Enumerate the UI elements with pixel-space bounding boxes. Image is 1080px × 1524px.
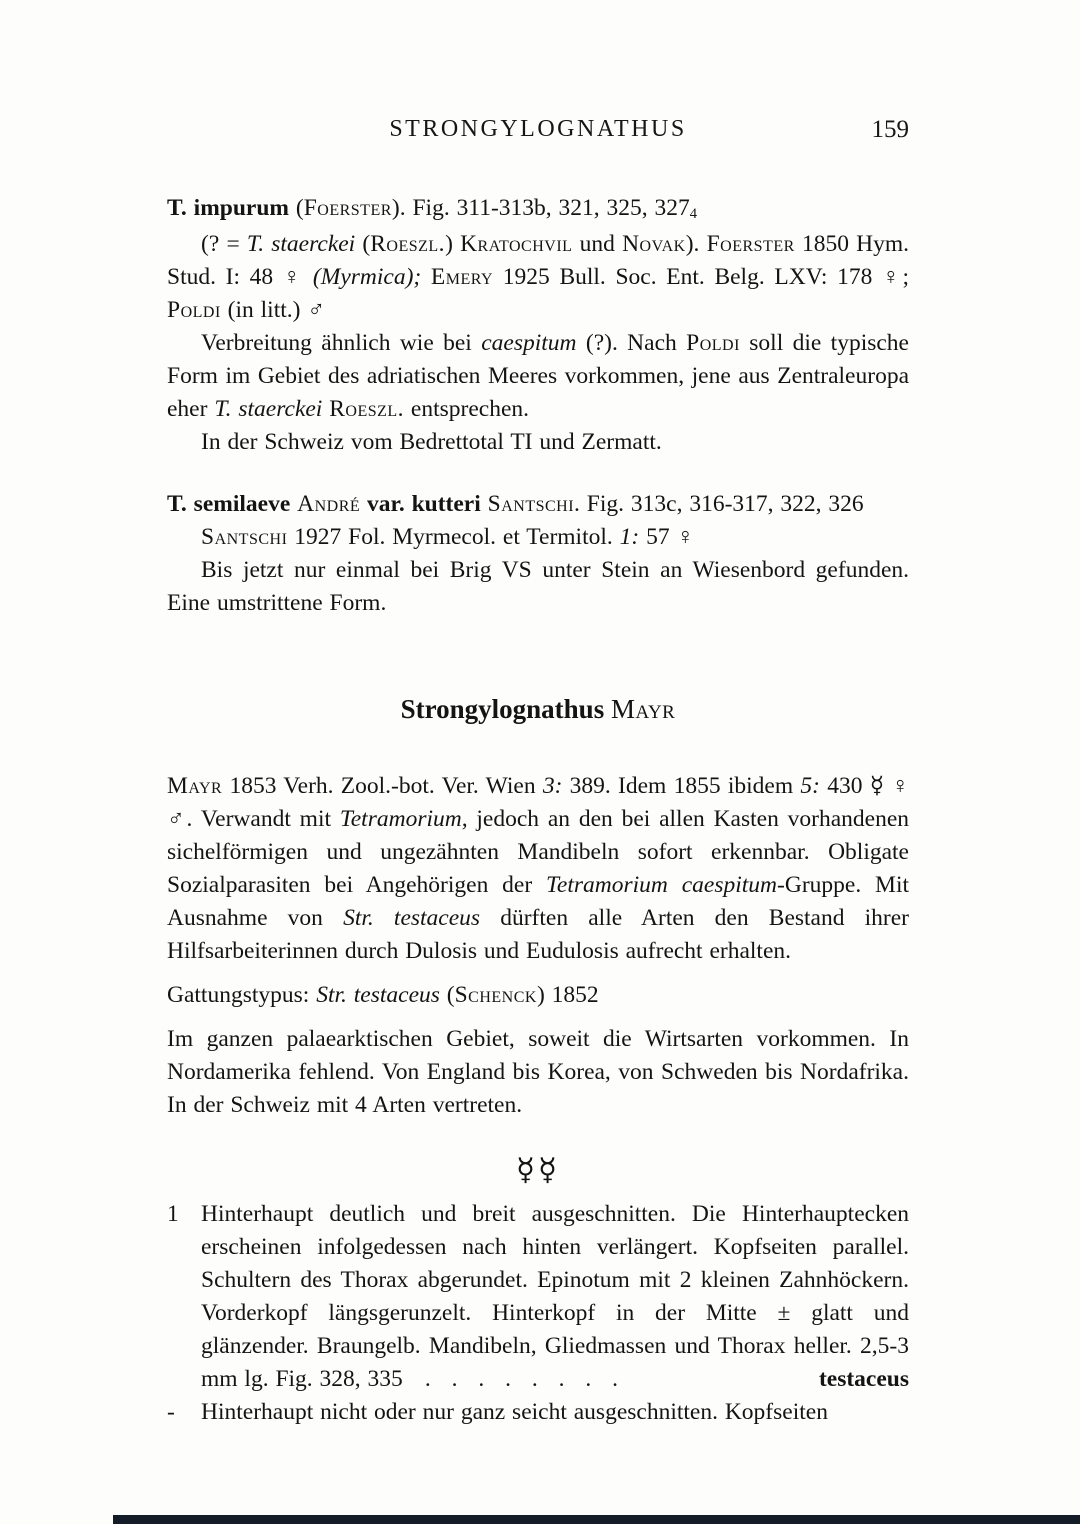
text-segment: ) 1852 [536, 982, 599, 1008]
page-header [167, 116, 909, 146]
text-segment: (?). Nach [576, 330, 687, 356]
paragraph-verbreitung [167, 327, 909, 426]
text-segment [481, 491, 488, 517]
text-segment: Kratochvil [460, 231, 573, 257]
text-segment: testaceus [818, 1366, 909, 1392]
text-segment: (Myrmica); [312, 264, 422, 290]
text-segment: Santschi [201, 524, 288, 550]
text-segment: jedoch an den bei allen Kasten vorhandenen sichelförmigen und ungezähnten Mandibeln sofort erkennbar. Obligate Sozialparasiten bei Angehörigen der [167, 806, 909, 898]
text-segment: Hinterhaupt deutlich und breit ausgeschnitten. Die Hinterhauptecken erscheinen infolgedessen nach hinten verlängert. Kopfseiten parallel. Schultern des Thorax abgerundet. Epinotum mit 2 kleinen Zahnhöckern. Vorderkopf längsgerunzelt. Hinterkopf in der Mitte ± glatt und glänzender. Braungelb. Mandibeln, Gliedmassen und Thorax heller. 2,5-3 mm lg. Fig. 328, 335 [201, 1201, 909, 1392]
text-segment: ). Fig. 311-313b, 321, 325, 327 [391, 195, 690, 221]
text-segment [604, 694, 611, 724]
text-segment: Schenck [454, 982, 537, 1008]
text-segment: und [572, 231, 623, 257]
text-block [167, 0, 909, 1429]
text-segment: ). [685, 231, 707, 257]
text-segment: T. staerckei [246, 231, 356, 257]
text-segment: Poldi [686, 330, 740, 356]
text-segment: André [297, 491, 361, 517]
text-segment: . Fig. 313c, 316-317, 322, 326 [574, 491, 864, 517]
text-segment: ( [439, 982, 455, 1008]
text-segment: 1925 Bull. Soc. Ent. Belg. LXV: 178 ♀; [493, 264, 909, 290]
key-marker: - [167, 1399, 175, 1425]
genus-heading [167, 692, 909, 726]
text-segment: Tetramorium, [339, 806, 468, 832]
text-segment: Mayr [610, 694, 676, 724]
text-segment: Emery [430, 264, 494, 290]
genus-description [167, 770, 909, 968]
body-text [167, 192, 909, 1429]
text-segment: Novak [622, 231, 686, 257]
key-item-alt [167, 1396, 909, 1429]
taxon-entry-impurum-title [167, 192, 909, 228]
text-segment: 1853 Verh. Zool.-bot. Ver. Wien [222, 773, 543, 799]
taxon-entry-semilaeve-title [167, 488, 909, 521]
text-segment: ( [289, 195, 304, 221]
text-segment: Verbreitung ähnlich wie bei [201, 330, 482, 356]
text-segment: . . . . . . . . [424, 1366, 625, 1392]
text-segment: T. semilaeve [167, 491, 291, 517]
taxon-entry-semilaeve-reference [167, 521, 909, 554]
key-marker: 1 [167, 1201, 179, 1227]
text-segment: Im ganzen palaearktischen Gebiet, soweit die Wirtsarten vorkommen. In Nordamerika fehlend. Von England bis Korea, von Schweden bis Nordafrika. In der Schweiz mit 4 Arten vertreten. [167, 1026, 909, 1118]
paragraph-schweiz [167, 426, 909, 459]
text-segment: -Gruppe. Mit Ausnahme von [167, 872, 909, 931]
text-segment: Foerster [706, 231, 795, 257]
text-segment: Bis jetzt nur einmal bei Brig VS unter Stein an Wiesenbord gefunden. Eine umstrittene Form. [167, 557, 909, 616]
text-segment: Str. testaceus [316, 982, 440, 1008]
text-segment: 430 ☿ ♀ ♂. Verwandt mit [167, 773, 909, 832]
text-segment: T. staerckei [214, 396, 323, 422]
text-segment: dürften alle Arten den Bestand ihrer Hilfsarbeiterinnen durch Dulosis und Eudulosis aufrecht erhalten. [167, 905, 909, 964]
key-item-1 [167, 1198, 909, 1396]
scan-edge-shadow [113, 1515, 1080, 1524]
text-segment: (in litt.) ♂ [220, 297, 325, 323]
gattungstypus-line [167, 979, 909, 1012]
text-segment: Foerster [303, 195, 392, 221]
text-segment: Roeszl. [329, 396, 405, 422]
text-segment: 389. Idem 1855 ibidem [562, 773, 801, 799]
text-segment: 4 [689, 206, 698, 222]
text-segment: Hinterhaupt nicht oder nur ganz seicht ausgeschnitten. Kopfseiten [201, 1399, 828, 1425]
text-segment: 5: [800, 773, 820, 799]
text-segment: 1: [619, 524, 640, 550]
text-segment: 1927 Fol. Myrmecol. et Termitol. [287, 524, 620, 550]
text-segment: Gattungstypus: [167, 982, 317, 1008]
text-segment: ☿☿ [515, 1152, 561, 1187]
text-segment [421, 264, 431, 290]
text-segment: (? = [201, 231, 247, 257]
text-segment: ( [355, 231, 371, 257]
paragraph-brig [167, 554, 909, 620]
text-segment: T. impurum [167, 195, 289, 221]
text-segment: Roeszl. [370, 231, 446, 257]
text-segment: In der Schweiz vom Bedrettotal TI und Zermatt. [201, 429, 662, 455]
text-segment: var. kutteri [367, 491, 481, 517]
text-segment: Tetramorium caespitum [546, 872, 778, 898]
text-segment: ) [445, 231, 461, 257]
text-segment: Str. testaceus [343, 905, 481, 931]
taxon-entry-impurum-synonymy [167, 228, 909, 327]
text-segment: 57 ♀ [639, 524, 695, 550]
text-segment: Poldi [167, 297, 221, 323]
page-number: 159 [871, 116, 909, 143]
text-segment: Mayr [167, 773, 223, 799]
running-title: STRONGYLOGNATHUS [389, 116, 687, 142]
paragraph-verbreitung-genus [167, 1023, 909, 1122]
text-segment: 3: [542, 773, 563, 799]
text-segment: soll die typische Form im Gebiet des adriatischen Meeres vorkommen, jene aus Zentraleuropa eher [167, 330, 909, 422]
text-segment: caespitum [481, 330, 577, 356]
text-segment: 1850 Hym. Stud. I: 48 ♀ [167, 231, 910, 290]
text-segment: entsprechen. [404, 396, 530, 422]
caste-symbol-workers [167, 1150, 909, 1190]
text-segment: Strongylognathus [400, 694, 605, 724]
text-segment: Santschi [487, 491, 575, 517]
